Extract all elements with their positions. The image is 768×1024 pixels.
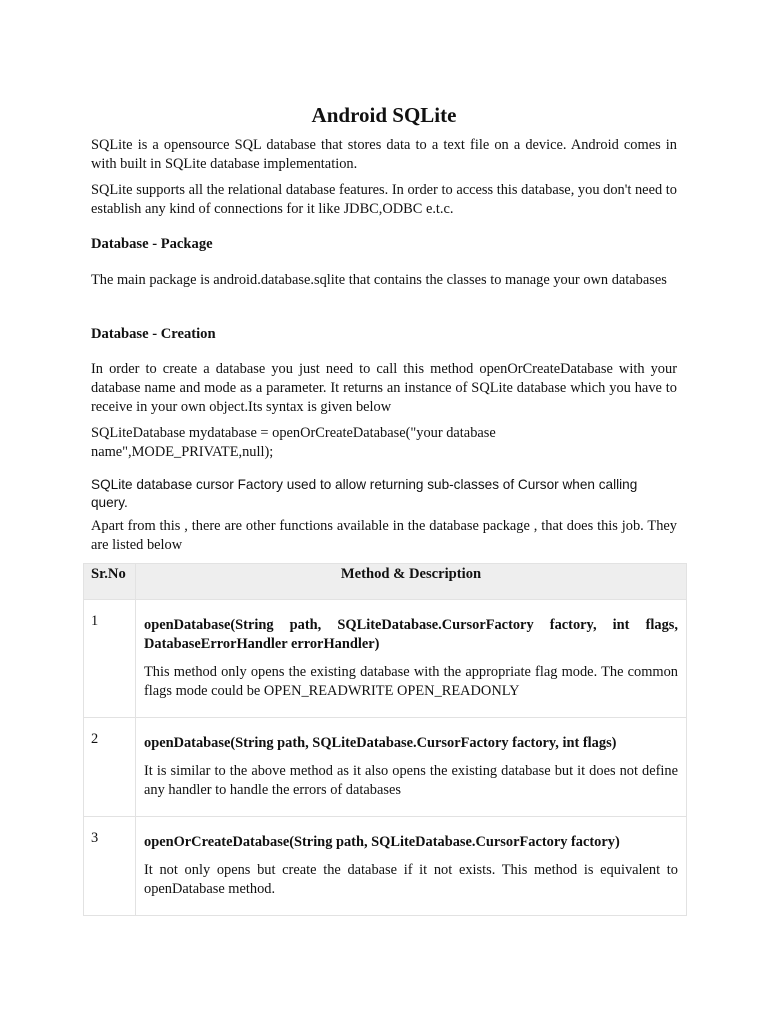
creation-heading: Database - Creation — [91, 326, 216, 342]
page-title: Android SQLite — [311, 103, 457, 127]
functions-intro-paragraph: Apart from this , there are other functions available in the database package , that does this job. They are listed below — [91, 518, 677, 553]
package-paragraph: The main package is android.database.sqlite that contains the classes to manage your own databases — [91, 272, 667, 288]
creation-paragraph: In order to create a database you just need to call this method openOrCreateDatabase with your database name and mode as a parameter. It returns an instance of SQLite database which you have to receive in your own object.Its syntax is given below — [91, 361, 677, 415]
row-number: 2 — [84, 718, 136, 817]
cursor-factory-note: SQLite database cursor Factory used to allow returning sub-classes of Cursor when calling query. — [91, 477, 638, 510]
row-method-cell — [136, 817, 687, 916]
method-signature: openDatabase(String path, SQLiteDatabase.CursorFactory factory, int flags) — [144, 735, 617, 751]
row-number: 1 — [84, 600, 136, 718]
table-row — [84, 718, 687, 817]
syntax-code: SQLiteDatabase mydatabase = openOrCreateDatabase("your database name",MODE_PRIVATE,null); — [91, 425, 496, 460]
header-sr-no: Sr.No — [84, 564, 136, 600]
row-number: 3 — [84, 817, 136, 916]
table-header-row — [84, 564, 687, 600]
row-method-cell — [136, 718, 687, 817]
method-description: It is similar to the above method as it also opens the existing database but it does not define any handler to handle the errors of databases — [144, 763, 678, 798]
intro-paragraph-2: SQLite supports all the relational database features. In order to access this database, you don't need to establish any kind of connections for it like JDBC,ODBC e.t.c. — [91, 182, 677, 217]
row-method-cell — [136, 600, 687, 718]
intro-paragraph-1: SQLite is a opensource SQL database that stores data to a text file on a device. Android comes in with built in SQLite database implementation. — [91, 137, 677, 172]
methods-table — [83, 563, 687, 916]
header-method-description: Method & Description — [136, 564, 687, 600]
method-description: This method only opens the existing database with the appropriate flag mode. The common flags mode could be OPEN_READWRITE OPEN_READONLY — [144, 664, 678, 699]
method-signature: openOrCreateDatabase(String path, SQLiteDatabase.CursorFactory factory) — [144, 834, 620, 850]
table-row — [84, 817, 687, 916]
table-row — [84, 600, 687, 718]
method-signature: openDatabase(String path, SQLiteDatabase.CursorFactory factory, int flags, DatabaseErrorHandler errorHandler) — [144, 617, 678, 652]
method-description: It not only opens but create the database if it not exists. This method is equivalent to openDatabase method. — [144, 862, 678, 897]
package-heading: Database - Package — [91, 236, 213, 252]
